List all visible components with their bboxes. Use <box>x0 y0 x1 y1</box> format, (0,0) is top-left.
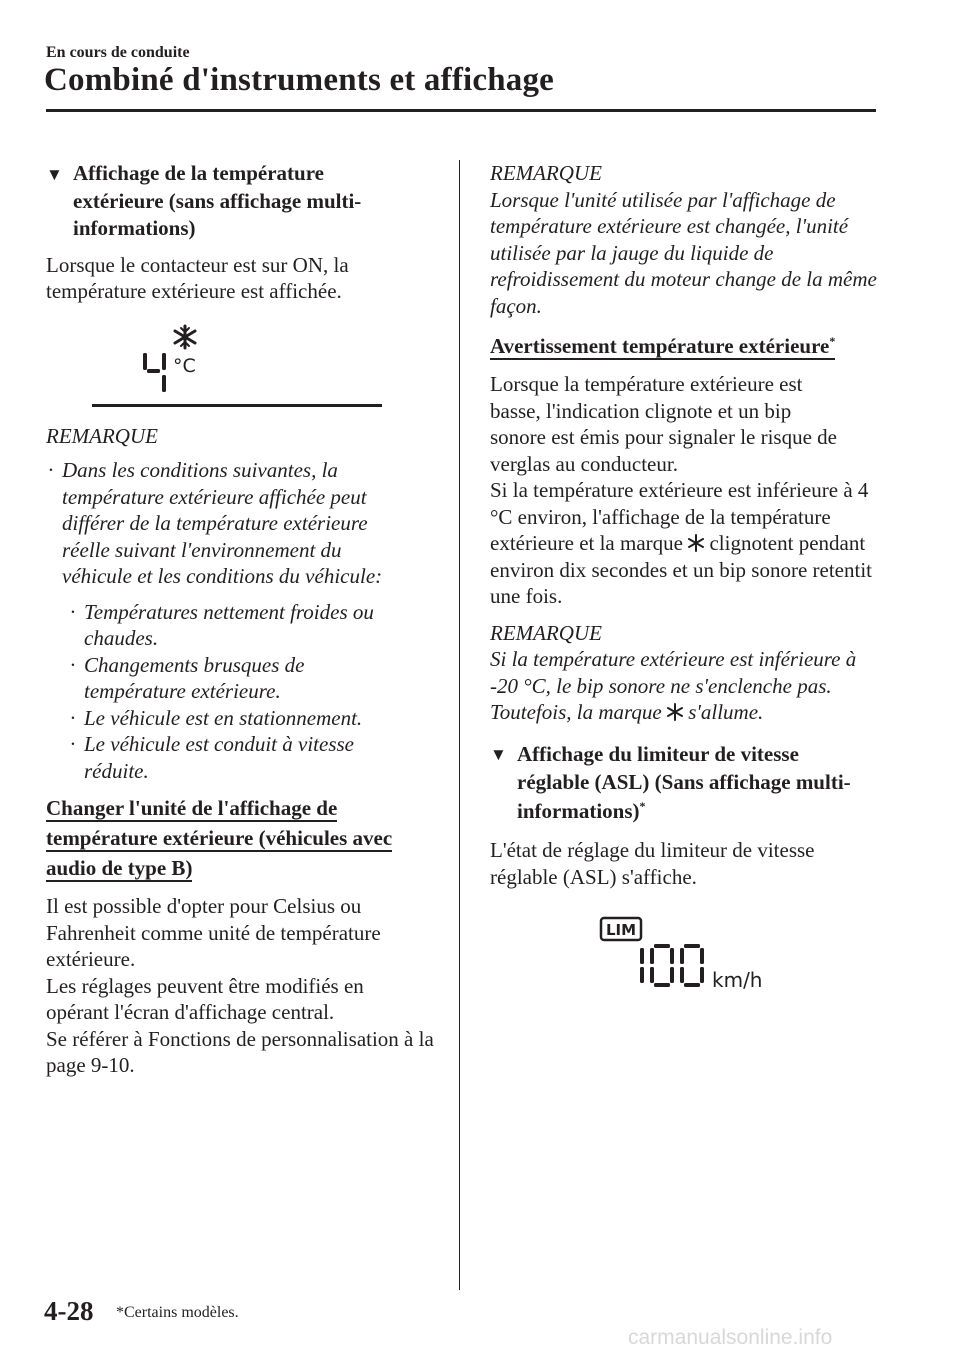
snowflake-icon <box>688 534 704 552</box>
lcd-digits <box>640 944 704 987</box>
lcd-unit: °C <box>173 354 196 377</box>
warning-p2: Si la température extérieure est inférieure à 4 °C environ, l'affichage de la température extérieure et la marque clignotent pendant environ dix secondes et un bip sonore retentit une fois. <box>490 478 872 608</box>
page-title: Combiné d'instruments et affichage <box>44 62 555 98</box>
warning-heading: Avertissement température extérieure* <box>490 334 836 358</box>
remark-bullet: · Dans les conditions suivantes, la température extérieure affichée peut différer de la température extérieure réelle suivant l'environnement du véhicule et les conditions du véhicule: <box>48 458 383 588</box>
lim-badge <box>601 918 641 940</box>
list-item: · Le véhicule est conduit à vitesse réduite. <box>70 732 354 783</box>
temperature-display-illustration <box>46 321 441 413</box>
change-unit-p3: Se référer à Fonctions de personnalisation à la page 9-10. <box>46 1026 434 1077</box>
change-unit-p1: Il est possible d'opter pour Celsius ou Fahrenheit comme unité de température extérieure. <box>46 894 381 971</box>
triangle-icon: ▼ <box>490 744 507 764</box>
svg-text:LIM: LIM <box>605 921 637 939</box>
asl-lcd <box>490 916 880 996</box>
remark-title: REMARQUE <box>46 423 158 448</box>
column-divider <box>459 160 460 1290</box>
remark-title: REMARQUE <box>490 620 602 645</box>
footnote: *Certains modèles. <box>116 1304 239 1321</box>
lcd-digit <box>143 353 166 392</box>
page-number: 4-28 <box>44 1296 94 1326</box>
asl-text: L'état de réglage du limiteur de vitesse réglable (ASL) s'affiche. <box>490 838 815 889</box>
change-unit-p2: Les réglages peuvent être modifiés en opérant l'écran d'affichage central. <box>46 973 364 1024</box>
list-item: · Changements brusques de température extérieure. <box>70 652 305 703</box>
remark-text: Si la température extérieure est inférieure à -20 °C, le bip sonore ne s'enclenche pas. Toutefois, la marque s'allume. <box>490 647 857 724</box>
snowflake-icon <box>667 703 683 721</box>
outside-temp-intro: Lorsque le contacteur est sur ON, la température extérieure est affichée. <box>46 252 349 303</box>
asl-heading: ▼ Affichage du limiteur de vitesse réglable (ASL) (Sans affichage multi-informations)* <box>490 741 851 823</box>
triangle-icon: ▼ <box>46 165 63 184</box>
right-column <box>490 160 890 996</box>
display-baseline <box>92 404 382 407</box>
list-item: · Températures nettement froides ou chaudes. <box>70 599 374 650</box>
remark-text: Lorsque l'unité utilisée par l'affichage de température extérieure est changée, l'unité utilisée par la jauge du liquide de refroidissement du moteur change de la même façon. <box>490 187 877 318</box>
list-item: · Le véhicule est en stationnement. <box>70 705 363 730</box>
temperature-lcd <box>46 321 441 413</box>
sub-bullet-list <box>70 599 409 785</box>
section-label: En cours de conduite <box>46 44 190 61</box>
title-rule <box>46 109 876 112</box>
watermark: carmanualsonline.info <box>628 1326 833 1349</box>
snowflake-icon <box>175 326 195 348</box>
outside-temp-heading: ▼ Affichage de la température extérieure (sans affichage multi-informations) <box>46 161 362 240</box>
left-column <box>46 160 441 1079</box>
change-unit-heading: Changer l'unité de l'affichage de température extérieure (véhicules avec audio de type B) <box>46 796 393 880</box>
remark-title: REMARQUE <box>490 161 602 185</box>
warning-p1: Lorsque la température extérieure est basse, l'indication clignote et un bip sonore est émis pour signaler le risque de verglas au conducteur. <box>490 372 837 476</box>
asl-unit: km/h <box>712 968 763 992</box>
